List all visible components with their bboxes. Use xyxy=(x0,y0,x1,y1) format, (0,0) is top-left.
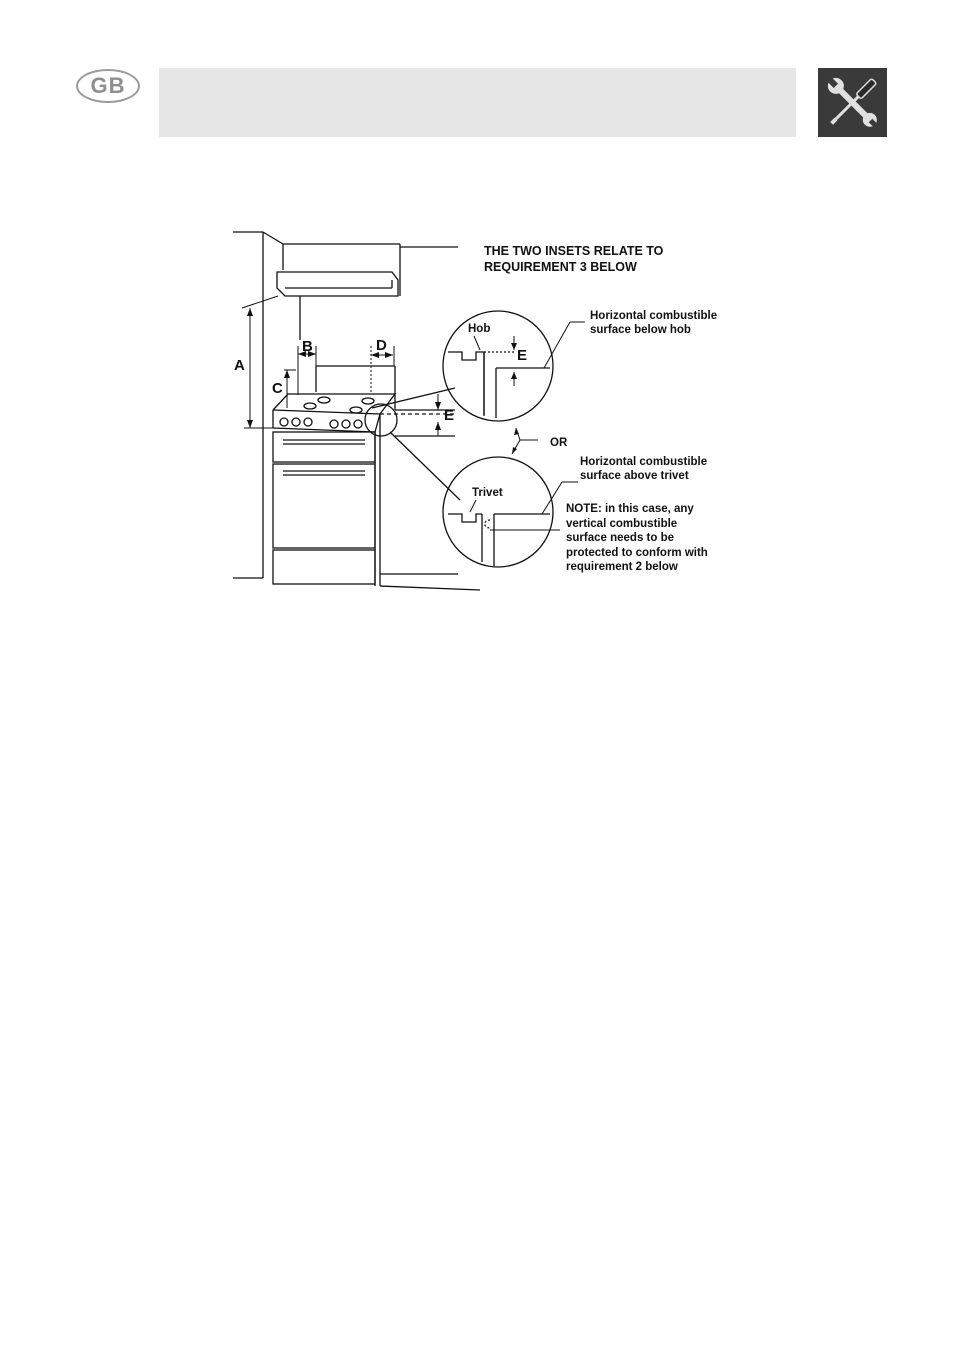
insets-note-line1: THE TWO INSETS RELATE TO xyxy=(484,244,664,258)
dimension-a-label: A xyxy=(234,357,245,374)
inset2-note-line1: NOTE: in this case, any xyxy=(566,503,694,515)
inset2-callout-line2: surface above trivet xyxy=(580,470,689,482)
or-label: OR xyxy=(550,437,568,449)
inset2-callout-line1: Horizontal combustible xyxy=(580,456,708,468)
inset1-callout-line1: Horizontal combustible xyxy=(590,310,718,322)
insets-note-line2: REQUIREMENT 3 BELOW xyxy=(484,260,637,274)
language-badge-label: GB xyxy=(90,73,126,98)
dimension-e-label: E xyxy=(444,407,455,424)
dimension-d-label: D xyxy=(376,337,387,354)
inset2-note-line5: requirement 2 below xyxy=(566,561,678,573)
dimension-c-label: C xyxy=(272,380,283,397)
dimension-b-label: B xyxy=(302,338,313,355)
inset2-trivet-label: Trivet xyxy=(472,487,503,499)
inset2-note-line4: protected to conform with xyxy=(566,547,708,559)
inset1-hob-label: Hob xyxy=(468,323,491,335)
inset2-note-line3: surface needs to be xyxy=(566,532,675,544)
inset1-dimension-e-label: E xyxy=(517,347,528,364)
inset1-callout-line2: surface below hob xyxy=(590,324,691,336)
inset2-note-line2: vertical combustible xyxy=(566,518,678,530)
